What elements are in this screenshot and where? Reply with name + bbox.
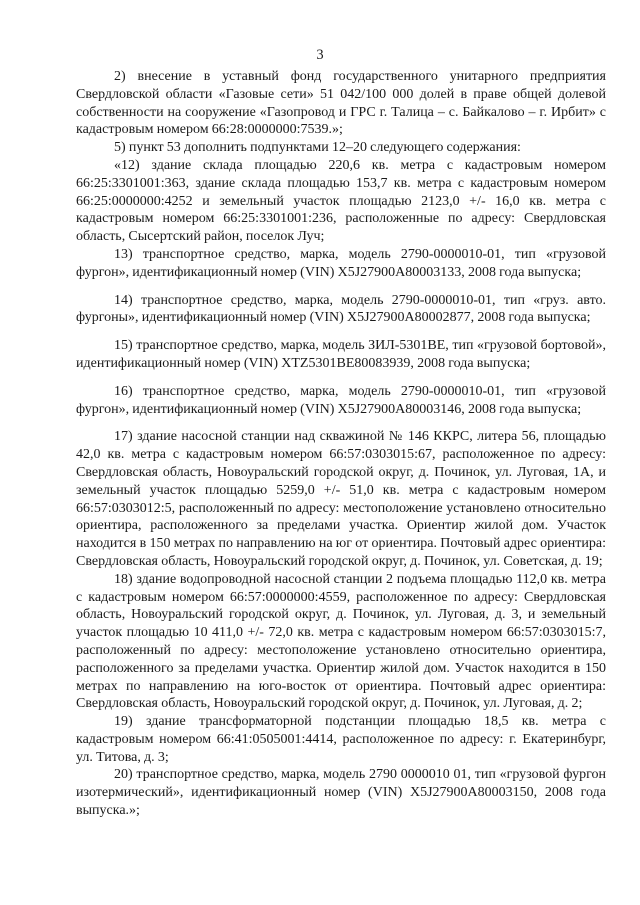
paragraph-subitem-20: 20) транспортное средство, марка, модель 2790 0000010 01, тип «грузовой фургон изотермический», идентификационный номер (VIN) X5J27900A80003150, 2008 года выпуска.»; — [76, 767, 606, 819]
paragraph-subitem-12: «12) здание склада площадью 220,6 кв. метра с кадастровым номером 66:25:3301001:363, здание склада площадью 153,7 кв. метра с кадастровым номером 66:25:0000000:4252 и земельный участок площадью 2123,0 +/- 16,0 кв. метра с кадастровым номером 66:25:3301001:236, расположенные по адресу: Свердловская область, Сысертский район, поселок Луч; — [76, 157, 606, 245]
paragraph-subitem-16: 16) транспортное средство, марка, модель 2790-0000010-01, тип «грузовой фургон», идентификационный номер (VIN) X5J27900A80003146, 2008 года выпуска; — [76, 383, 606, 417]
paragraph-subitem-14: 14) транспортное средство, марка, модель 2790-0000010-01, тип «груз. авто. фургоны», идентификационный номер (VIN) X5J27900A80002877, 2008 года выпуска; — [76, 292, 606, 326]
paragraph-item-2: 2) внесение в уставный фонд государственного унитарного предприятия Свердловской области «Газовые сети» 51 042/100 000 долей в праве общей долевой собственности на сооружение «Газопровод и ГРС г. Талица – с. Байкалово – г. Ирбит» с кадастровым номером 66:28:0000000:7539.»; — [76, 69, 606, 138]
document-body — [76, 68, 606, 820]
paragraph-subitem-13: 13) транспортное средство, марка, модель 2790-0000010-01, тип «грузовой фургон», идентификационный номер (VIN) X5J27900A80003133, 2008 года выпуска; — [76, 246, 606, 280]
paragraph-item-5: 5) пункт 53 дополнить подпунктами 12–20 следующего содержания: — [114, 140, 521, 156]
paragraph-subitem-15: 15) транспортное средство, марка, модель ЗИЛ-5301ВЕ, тип «грузовой бортовой», идентификационный номер (VIN) XTZ5301BE80083939, 2008 года выпуска; — [76, 338, 606, 371]
page-number: 3 — [316, 47, 324, 63]
paragraph-subitem-19: 19) здание трансформаторной подстанции площадью 18,5 кв. метра с кадастровым номером 66:41:0505001:4414, расположенное по адресу: г. Екатеринбург, ул. Титова, д. 3; — [76, 714, 606, 765]
paragraph-subitem-17: 17) здание насосной станции над скважиной № 146 ККРС, литера 56, площадью 42,0 кв. метра с кадастровым номером 66:57:0303015:67, расположенное по адресу: Свердловская область, Новоуральский городской округ, д. Починок, ул. Луговая, 1А, и земельный участок площадью 5259,0 +/- 51,0 кв. метра с кадастровым номером 66:57:0303012:5, расположенный по адресу: местоположение установлено относительно ориентира, расположенного за пределами участка. Ориентир жилой дом. Участок находится в 150 метрах по направлению на юг от ориентира. Почтовый адрес ориентира: Свердловская область, Новоуральский городской округ, д. Починок, ул. Советская, д. 19; — [76, 429, 606, 569]
paragraph-subitem-18: 18) здание водопроводной насосной станции 2 подъема площадью 112,0 кв. метра с кадастровым номером 66:57:0000000:4559, расположенное по адресу: Свердловская область, Новоуральский городской округ, д. Починок, ул. Луговая, д. 3, и земельный участок площадью 10 411,0 +/- 72,0 кв. метра с кадастровым номером 66:57:0303015:7, расположенный по адресу: местоположение установлено относительно ориентира, расположенного за пределами участка. Ориентир жилой дом. Участок находится в 150 метрах по направлению на юго-восток от ориентира. Почтовый адрес ориентира: Свердловская область, Новоуральский городской округ, д. Починок, ул. Луговая, д. 2; — [76, 571, 606, 712]
